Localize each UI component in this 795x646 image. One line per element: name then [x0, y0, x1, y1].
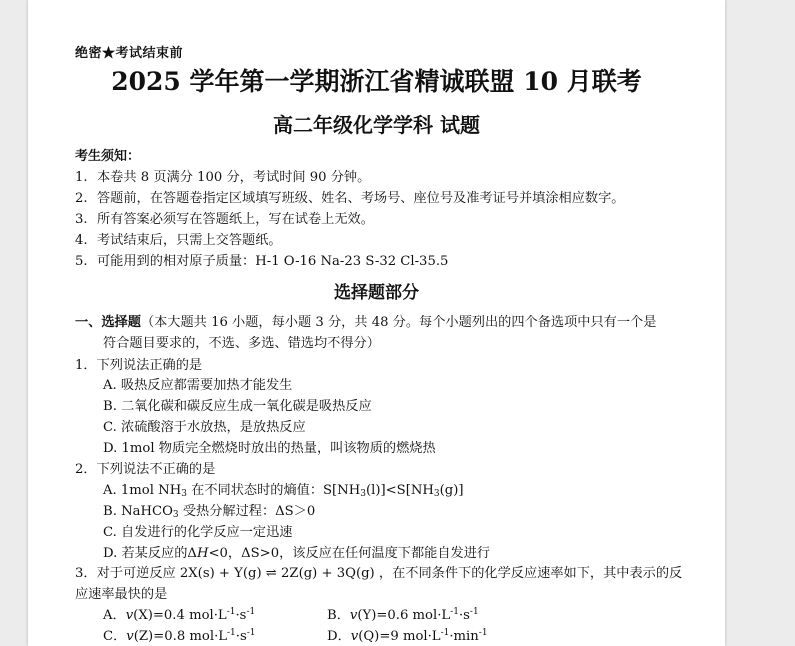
mc-instructions-cont: 符合题目要求的，不选、多选、错选均不得分）	[103, 336, 380, 351]
option-c: C．v(Z)=0.8 $mol\cdot L^{-1}\cdot s^{-1}$	[103, 628, 256, 644]
note-item: 1. 本卷共 8 页满分 100 分，考试时间 90 分钟。	[75, 170, 371, 185]
option-a: A. 1mol $NH_3$ 在不同状态时的熵值：$S[NH_3(l)]<S[NH_3(g)]$	[103, 483, 464, 499]
option-c: C. 浓硫酸溶于水放热，是放热反应	[103, 420, 306, 435]
mc-label: 一、选择题	[75, 315, 141, 330]
question-stem: 3．对于可逆反应 2X(s) + Y(g) ⇌ 2Z(g) + 3Q(g) ，在不同条件下的化学反应速率如下，其中表示的反	[75, 566, 683, 581]
option-a: A. 吸热反应都需要加热才能发生	[103, 378, 293, 393]
notes-heading: 考生须知：	[75, 149, 141, 164]
note-item: 2. 答题前，在答题卷指定区域填写班级、姓名、考场号、座位号及准考证号并填涂相应数字。	[75, 191, 625, 206]
option-d: D. 1mol 物质完全燃烧时放出的热量，叫该物质的燃烧热	[103, 441, 436, 456]
question-stem: 1．下列说法正确的是	[75, 358, 203, 373]
section-heading: 选择题部分	[334, 283, 419, 303]
exam-page	[28, 0, 725, 646]
option-a: A．v(X)=0.4 $mol\cdot L^{-1}\cdot s^{-1}$	[103, 607, 256, 623]
mc-instructions: 一、选择题（本大题共 16 小题，每小题 3 分，共 48 分。每个小题列出的四个备选项中只有一个是	[75, 315, 657, 330]
note-item: 3. 所有答案必须写在答题纸上，写在试卷上无效。	[75, 212, 374, 227]
option-b: B．v(Y)=0.6 $mol\cdot L^{-1}\cdot s^{-1}$	[327, 607, 479, 623]
option-b: B. NaHCO$_3$ 受热分解过程：ΔS＞0	[103, 504, 316, 520]
question-stem-cont: 应速率最快的是	[75, 587, 168, 602]
question-stem: 2．下列说法不正确的是	[75, 462, 216, 477]
option-c: C. 自发进行的化学反应一定迅速	[103, 525, 293, 540]
note-item: 5. 可能用到的相对原子质量：H-1 O-16 Na-23 S-32 Cl-35.5	[75, 254, 449, 269]
secret-label: 绝密★考试结束前	[75, 46, 184, 61]
option-d: D. 若某反应的ΔH<0，ΔS>0，该反应在任何温度下都能自发进行	[103, 546, 491, 561]
option-d: D．v(Q)=9 $mol\cdot L^{-1}\cdot\min^{-1}$	[327, 628, 488, 644]
option-b: B. 二氧化碳和碳反应生成一氧化碳是吸热反应	[103, 399, 372, 414]
page-title: 2025 学年第一学期浙江省精诚联盟 10 月联考	[111, 67, 642, 96]
page-subtitle: 高二年级化学学科 试题	[273, 113, 480, 137]
note-item: 4. 考试结束后，只需上交答题纸。	[75, 233, 282, 248]
